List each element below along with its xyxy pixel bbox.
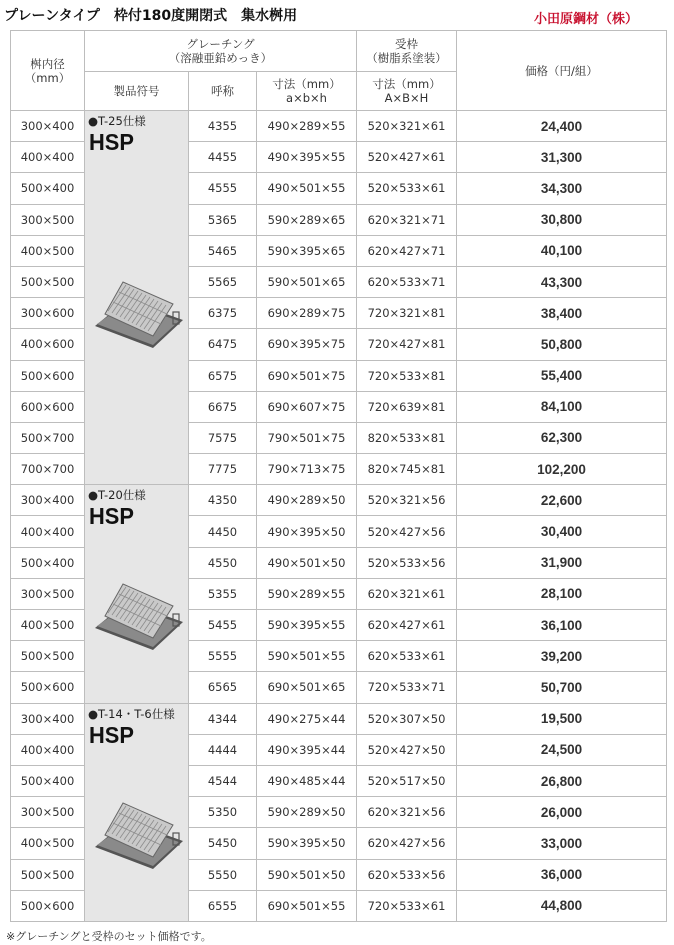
masu-size-cell: 300×500 [11, 578, 85, 609]
product-code: HSP [89, 129, 134, 155]
masu-size-cell: 700×700 [11, 454, 85, 485]
grating-dimension-cell: 490×395×44 [257, 734, 357, 765]
frame-dimension-cell: 520×307×50 [357, 703, 457, 734]
nominal-cell: 4450 [189, 516, 257, 547]
frame-dimension-cell: 620×427×61 [357, 610, 457, 641]
price-cell: 30,400 [457, 516, 667, 547]
frame-dimension-cell: 620×533×71 [357, 266, 457, 297]
frame-dimension-cell: 720×427×81 [357, 329, 457, 360]
masu-size-cell: 500×600 [11, 890, 85, 921]
price-cell: 102,200 [457, 454, 667, 485]
frame-dimension-cell: 720×533×71 [357, 672, 457, 703]
masu-size-cell: 400×500 [11, 610, 85, 641]
nominal-cell: 4344 [189, 703, 257, 734]
grating-dimension-cell: 690×501×55 [257, 890, 357, 921]
grating-dimension-cell: 590×501×50 [257, 859, 357, 890]
grating-dimension-cell: 490×395×55 [257, 142, 357, 173]
masu-size-cell: 300×600 [11, 298, 85, 329]
grating-dimension-cell: 490×289×50 [257, 485, 357, 516]
grating-dimension-cell: 590×395×65 [257, 235, 357, 266]
table-row [11, 111, 667, 142]
nominal-cell: 4544 [189, 765, 257, 796]
grating-dimension-cell: 590×395×55 [257, 610, 357, 641]
grating-dimension-cell: 790×713×75 [257, 454, 357, 485]
product-image [93, 276, 185, 352]
header-grating: グレーチング （溶融亜鉛めっき） [85, 31, 357, 72]
masu-size-cell: 500×600 [11, 672, 85, 703]
frame-dimension-cell: 720×321×81 [357, 298, 457, 329]
frame-dimension-cell: 820×533×81 [357, 422, 457, 453]
grating-illustration [93, 276, 185, 352]
price-cell: 62,300 [457, 422, 667, 453]
frame-dimension-cell: 720×533×61 [357, 890, 457, 921]
frame-dimension-cell: 520×427×56 [357, 516, 457, 547]
price-cell: 55,400 [457, 360, 667, 391]
grating-dimension-cell: 490×289×55 [257, 111, 357, 142]
grating-dimension-cell: 490×485×44 [257, 765, 357, 796]
header-price: 価格（円/組） [457, 31, 667, 111]
nominal-cell: 4555 [189, 173, 257, 204]
masu-size-cell: 300×400 [11, 111, 85, 142]
nominal-cell: 6475 [189, 329, 257, 360]
price-cell: 24,500 [457, 734, 667, 765]
frame-dimension-cell: 720×639×81 [357, 391, 457, 422]
nominal-cell: 5565 [189, 266, 257, 297]
nominal-cell: 6375 [189, 298, 257, 329]
nominal-cell: 4550 [189, 547, 257, 578]
manufacturer-name: 小田原鋼材（株） [533, 12, 638, 27]
frame-dimension-cell: 620×533×56 [357, 859, 457, 890]
masu-size-cell: 500×500 [11, 266, 85, 297]
masu-size-cell: 400×400 [11, 142, 85, 173]
nominal-cell: 4355 [189, 111, 257, 142]
grating-dimension-cell: 590×289×65 [257, 204, 357, 235]
masu-size-cell: 500×400 [11, 173, 85, 204]
price-cell: 31,900 [457, 547, 667, 578]
header-nominal: 呼称 [189, 72, 257, 111]
price-cell: 31,300 [457, 142, 667, 173]
nominal-cell: 5450 [189, 828, 257, 859]
nominal-cell: 4455 [189, 142, 257, 173]
footnote: ※グレーチングと受枠のセット価格です。 [6, 930, 212, 943]
masu-size-cell: 600×600 [11, 391, 85, 422]
grating-dimension-cell: 590×501×65 [257, 266, 357, 297]
frame-dimension-cell: 620×427×56 [357, 828, 457, 859]
price-cell: 30,800 [457, 204, 667, 235]
header-frame: 受枠 （樹脂系塗装） [357, 31, 457, 72]
grating-dimension-cell: 590×395×50 [257, 828, 357, 859]
masu-size-cell: 500×400 [11, 547, 85, 578]
price-cell: 43,300 [457, 266, 667, 297]
masu-size-cell: 400×400 [11, 734, 85, 765]
masu-size-cell: 500×400 [11, 765, 85, 796]
product-group-cell [85, 485, 189, 703]
price-cell: 44,800 [457, 890, 667, 921]
frame-dimension-cell: 520×533×61 [357, 173, 457, 204]
nominal-cell: 5355 [189, 578, 257, 609]
nominal-cell: 4444 [189, 734, 257, 765]
frame-dimension-cell: 520×533×56 [357, 547, 457, 578]
nominal-cell: 6565 [189, 672, 257, 703]
frame-dimension-cell: 520×517×50 [357, 765, 457, 796]
grating-dimension-cell: 690×501×65 [257, 672, 357, 703]
price-cell: 50,800 [457, 329, 667, 360]
nominal-cell: 6675 [189, 391, 257, 422]
nominal-cell: 5465 [189, 235, 257, 266]
nominal-cell: 6555 [189, 890, 257, 921]
product-image [93, 797, 185, 873]
product-image [93, 578, 185, 654]
price-cell: 24,400 [457, 111, 667, 142]
price-cell: 19,500 [457, 703, 667, 734]
masu-size-cell: 400×500 [11, 828, 85, 859]
frame-dimension-cell: 520×321×61 [357, 111, 457, 142]
masu-size-cell: 400×400 [11, 516, 85, 547]
nominal-cell: 5365 [189, 204, 257, 235]
header-product-code: 製品符号 [85, 72, 189, 111]
grating-dimension-cell: 690×607×75 [257, 391, 357, 422]
price-table [10, 30, 667, 922]
masu-size-cell: 300×400 [11, 485, 85, 516]
frame-dimension-cell: 620×321×71 [357, 204, 457, 235]
masu-size-cell: 500×500 [11, 641, 85, 672]
price-cell: 50,700 [457, 672, 667, 703]
masu-size-cell: 300×500 [11, 797, 85, 828]
masu-size-cell: 500×500 [11, 859, 85, 890]
grating-dimension-cell: 490×275×44 [257, 703, 357, 734]
masu-size-cell: 400×600 [11, 329, 85, 360]
price-cell: 28,100 [457, 578, 667, 609]
table-row [11, 485, 667, 516]
price-cell: 26,000 [457, 797, 667, 828]
grating-dimension-cell: 490×501×50 [257, 547, 357, 578]
price-cell: 39,200 [457, 641, 667, 672]
masu-size-cell: 500×600 [11, 360, 85, 391]
frame-dimension-cell: 620×427×71 [357, 235, 457, 266]
price-cell: 40,100 [457, 235, 667, 266]
nominal-cell: 6575 [189, 360, 257, 391]
frame-dimension-cell: 520×321×56 [357, 485, 457, 516]
frame-dimension-cell: 620×321×61 [357, 578, 457, 609]
grating-dimension-cell: 690×395×75 [257, 329, 357, 360]
header-frame-dimensions: 寸法（mm） A×B×H [357, 72, 457, 111]
grating-dimension-cell: 590×501×55 [257, 641, 357, 672]
page-title: プレーンタイプ 枠付180度開閉式 集水桝用 [4, 8, 298, 24]
product-code: HSP [89, 503, 134, 530]
table-body [11, 111, 667, 922]
masu-size-cell: 400×500 [11, 235, 85, 266]
grating-dimension-cell: 590×289×50 [257, 797, 357, 828]
price-cell: 38,400 [457, 298, 667, 329]
masu-size-cell: 300×400 [11, 703, 85, 734]
grating-dimension-cell: 490×395×50 [257, 516, 357, 547]
table-row [11, 703, 667, 734]
product-group-cell [85, 703, 189, 921]
grating-dimension-cell: 590×289×55 [257, 578, 357, 609]
product-code: HSP [89, 721, 134, 748]
nominal-cell: 4350 [189, 485, 257, 516]
price-cell: 22,600 [457, 485, 667, 516]
price-cell: 34,300 [457, 173, 667, 204]
frame-dimension-cell: 620×321×56 [357, 797, 457, 828]
grating-illustration [93, 797, 185, 873]
frame-dimension-cell: 520×427×50 [357, 734, 457, 765]
nominal-cell: 5455 [189, 610, 257, 641]
nominal-cell: 5350 [189, 797, 257, 828]
grating-dimension-cell: 490×501×55 [257, 173, 357, 204]
frame-dimension-cell: 820×745×81 [357, 454, 457, 485]
nominal-cell: 7775 [189, 454, 257, 485]
load-spec-label: ●T-25仕様 [88, 114, 146, 128]
nominal-cell: 5555 [189, 641, 257, 672]
header-masu-inner-size: 桝内径 （mm） [11, 31, 85, 111]
load-spec-label: ●T-14・T-6仕様 [88, 706, 175, 721]
product-group-cell [85, 111, 189, 485]
price-cell: 84,100 [457, 391, 667, 422]
price-cell: 26,800 [457, 765, 667, 796]
frame-dimension-cell: 520×427×61 [357, 142, 457, 173]
header-grating-dimensions: 寸法（mm） a×b×h [257, 72, 357, 111]
grating-dimension-cell: 690×501×75 [257, 360, 357, 391]
nominal-cell: 7575 [189, 422, 257, 453]
grating-dimension-cell: 790×501×75 [257, 422, 357, 453]
price-cell: 36,100 [457, 610, 667, 641]
masu-size-cell: 300×500 [11, 204, 85, 235]
price-cell: 33,000 [457, 828, 667, 859]
grating-illustration [93, 578, 185, 654]
grating-dimension-cell: 690×289×75 [257, 298, 357, 329]
price-cell: 36,000 [457, 859, 667, 890]
load-spec-label: ●T-20仕様 [88, 488, 146, 503]
frame-dimension-cell: 720×533×81 [357, 360, 457, 391]
masu-size-cell: 500×700 [11, 422, 85, 453]
nominal-cell: 5550 [189, 859, 257, 890]
frame-dimension-cell: 620×533×61 [357, 641, 457, 672]
